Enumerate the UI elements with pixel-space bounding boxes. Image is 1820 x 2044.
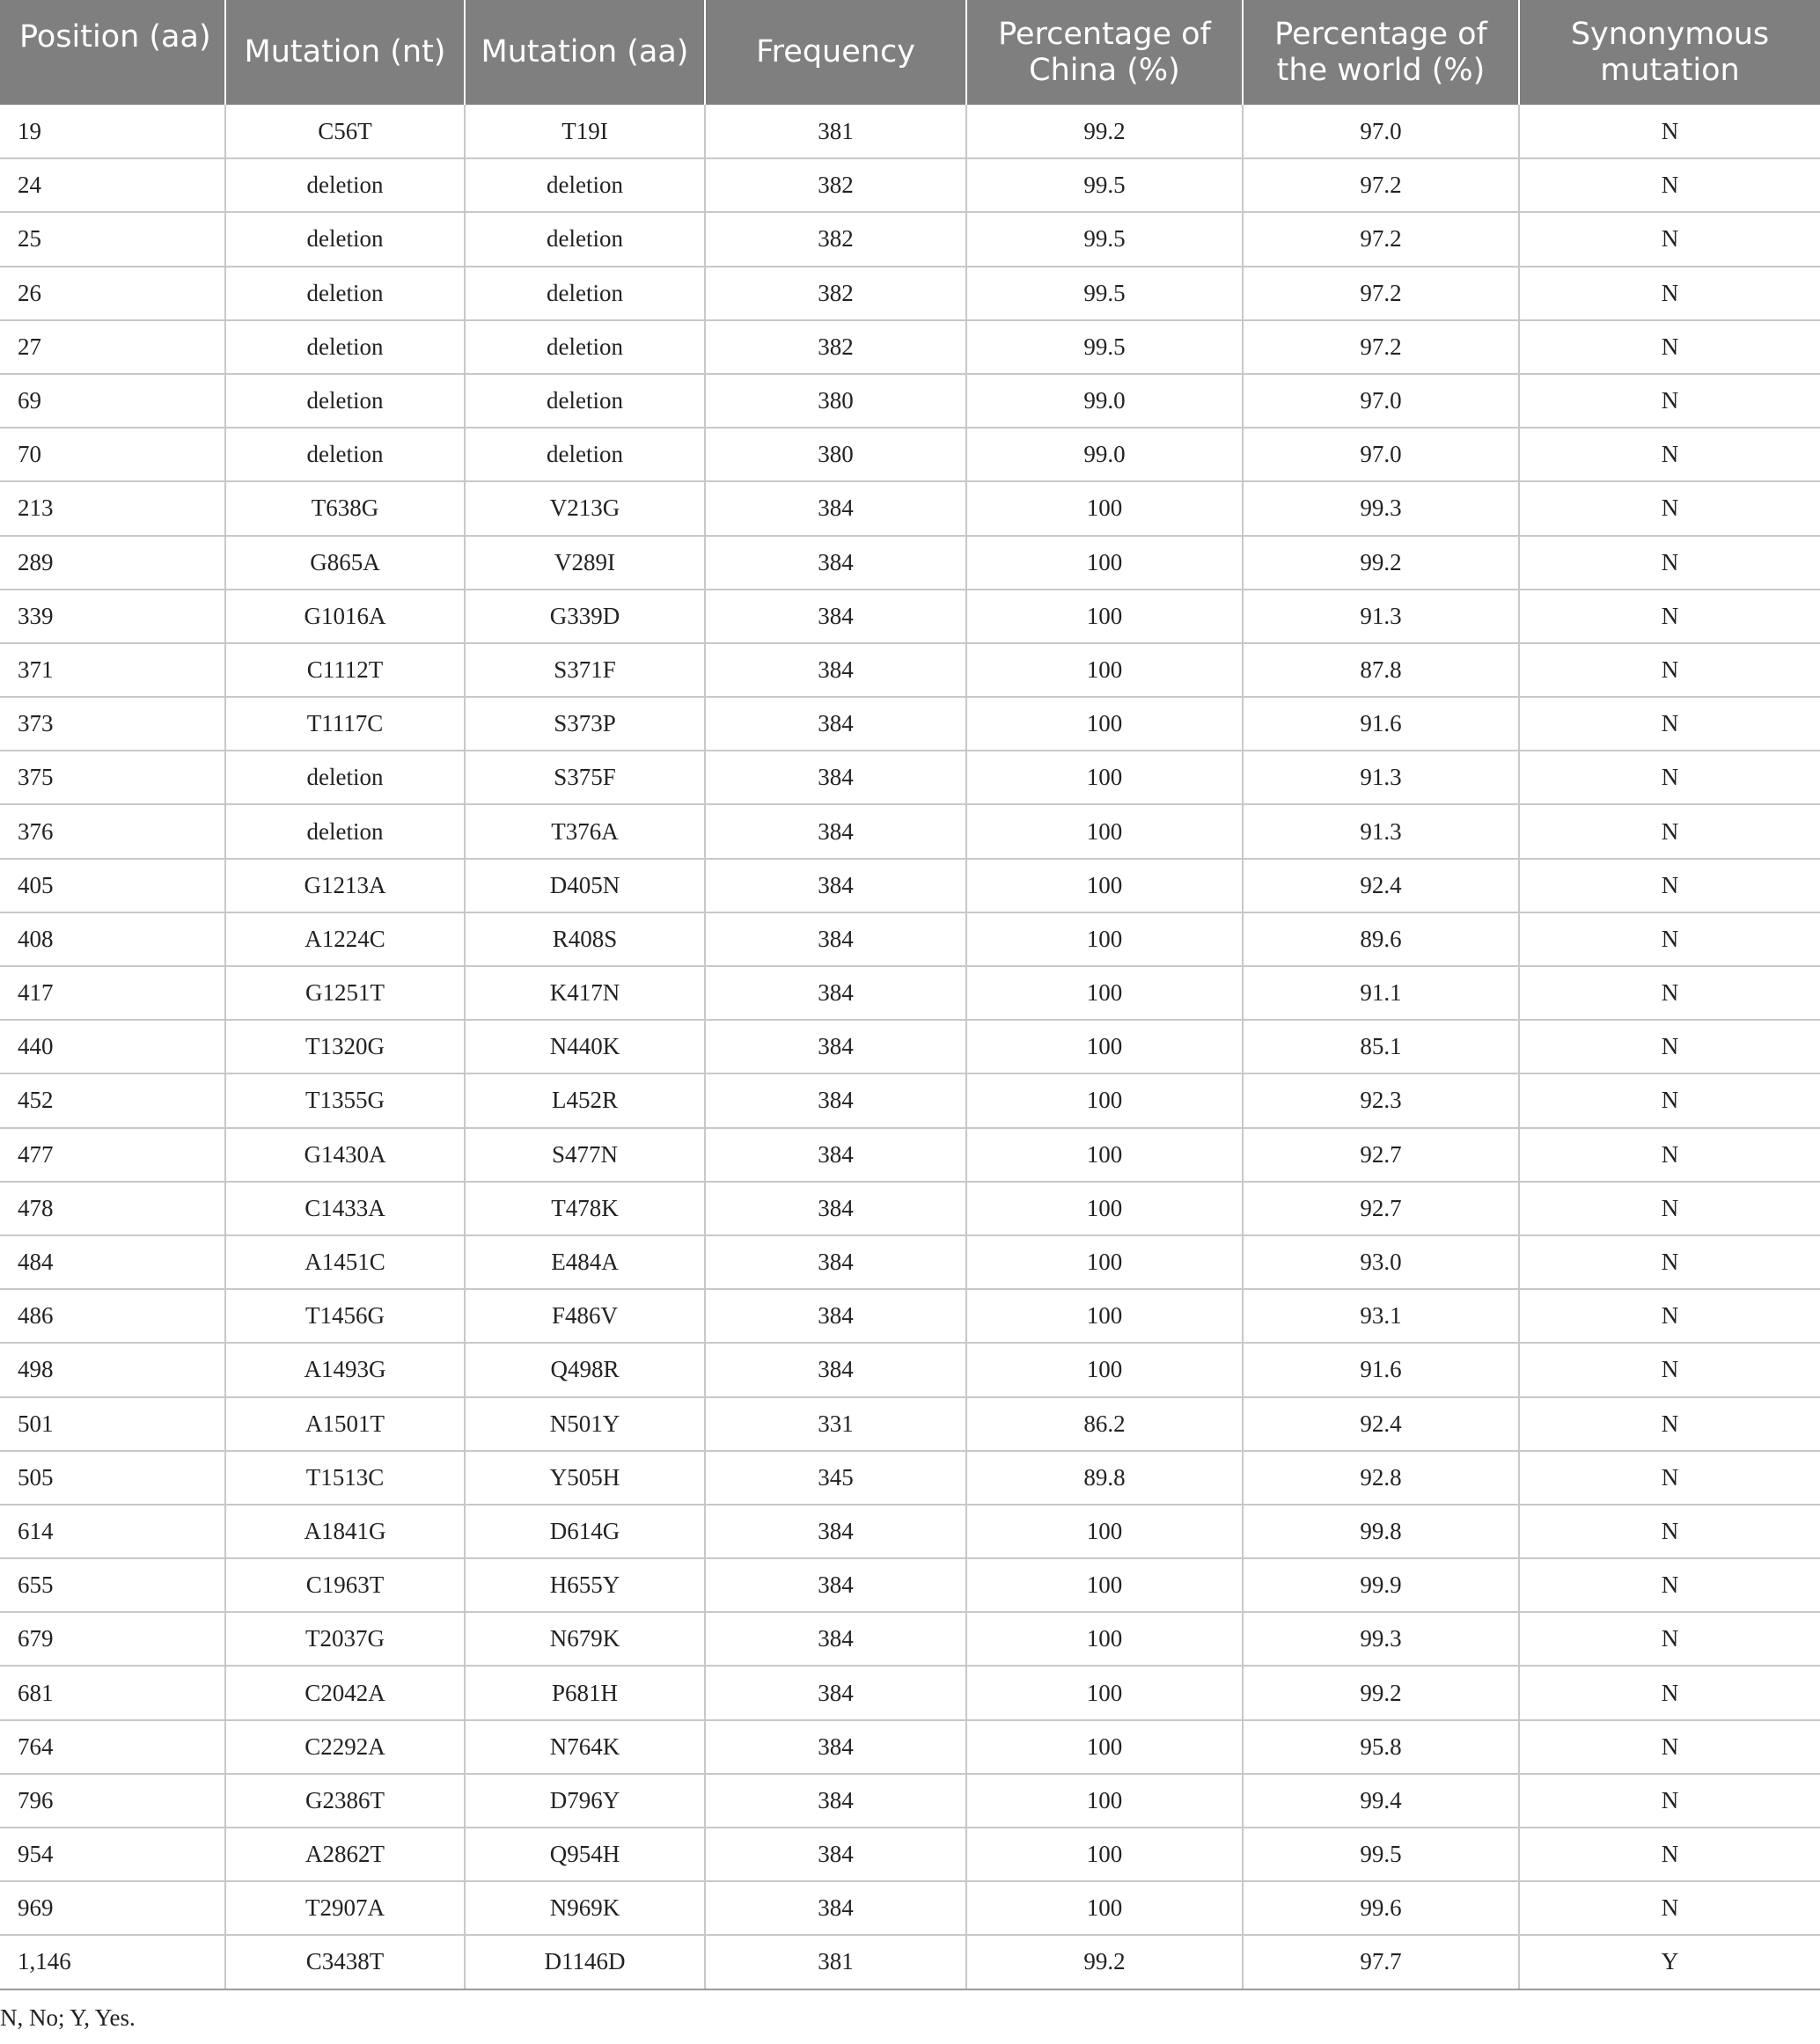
header-mutation-aa: Mutation (aa)	[465, 0, 705, 105]
cell-frequency: 384	[705, 1612, 966, 1666]
cell-mutation-aa: deletion	[465, 428, 705, 481]
table-row	[0, 1720, 1820, 1774]
cell-synonymous: N	[1519, 1612, 1820, 1666]
cell-mutation-aa: Q954H	[465, 1828, 705, 1881]
cell-mutation-nt: deletion	[225, 428, 465, 481]
cell-synonymous: N	[1519, 1720, 1820, 1774]
cell-percentage-china: 89.8	[966, 1451, 1243, 1505]
cell-percentage-world: 92.4	[1243, 1397, 1519, 1451]
cell-percentage-china: 100	[966, 1774, 1243, 1828]
cell-mutation-nt: A1501T	[225, 1397, 465, 1451]
cell-mutation-aa: deletion	[465, 374, 705, 428]
cell-percentage-china: 99.5	[966, 212, 1243, 266]
cell-frequency: 384	[705, 697, 966, 751]
cell-synonymous: N	[1519, 1073, 1820, 1127]
cell-mutation-aa: P681H	[465, 1666, 705, 1719]
cell-percentage-world: 91.1	[1243, 966, 1519, 1020]
cell-percentage-world: 97.2	[1243, 212, 1519, 266]
cell-frequency: 384	[705, 1073, 966, 1127]
cell-percentage-china: 100	[966, 1073, 1243, 1127]
cell-percentage-world: 87.8	[1243, 643, 1519, 697]
table-row	[0, 1020, 1820, 1073]
cell-mutation-aa: L452R	[465, 1073, 705, 1127]
cell-percentage-world: 92.7	[1243, 1182, 1519, 1235]
cell-synonymous: N	[1519, 1558, 1820, 1612]
cell-position: 681	[0, 1666, 225, 1719]
cell-percentage-world: 93.0	[1243, 1235, 1519, 1289]
table-row	[0, 859, 1820, 912]
cell-position: 452	[0, 1073, 225, 1127]
cell-synonymous: N	[1519, 536, 1820, 590]
table-row	[0, 158, 1820, 212]
cell-synonymous: N	[1519, 912, 1820, 966]
cell-position: 27	[0, 320, 225, 374]
cell-percentage-china: 100	[966, 966, 1243, 1020]
cell-mutation-nt: deletion	[225, 804, 465, 858]
cell-mutation-aa: deletion	[465, 158, 705, 212]
table-row	[0, 536, 1820, 590]
cell-frequency: 384	[705, 1558, 966, 1612]
cell-percentage-world: 99.8	[1243, 1505, 1519, 1558]
cell-synonymous: N	[1519, 697, 1820, 751]
cell-percentage-china: 99.0	[966, 428, 1243, 481]
cell-position: 375	[0, 751, 225, 804]
cell-synonymous: N	[1519, 1128, 1820, 1182]
cell-synonymous: N	[1519, 751, 1820, 804]
cell-position: 478	[0, 1182, 225, 1235]
cell-percentage-china: 100	[966, 1666, 1243, 1719]
cell-synonymous: N	[1519, 105, 1820, 158]
cell-percentage-china: 99.2	[966, 1935, 1243, 1989]
cell-mutation-nt: T1456G	[225, 1289, 465, 1343]
table-body	[0, 105, 1820, 1989]
cell-mutation-nt: deletion	[225, 751, 465, 804]
cell-mutation-aa: Q498R	[465, 1343, 705, 1396]
cell-percentage-world: 99.2	[1243, 536, 1519, 590]
table-row	[0, 267, 1820, 320]
cell-frequency: 384	[705, 804, 966, 858]
table-row	[0, 1774, 1820, 1828]
cell-synonymous: N	[1519, 1397, 1820, 1451]
cell-mutation-nt: C1963T	[225, 1558, 465, 1612]
cell-percentage-china: 100	[966, 1828, 1243, 1881]
cell-mutation-nt: T1355G	[225, 1073, 465, 1127]
cell-frequency: 381	[705, 105, 966, 158]
cell-percentage-world: 95.8	[1243, 1720, 1519, 1774]
cell-position: 25	[0, 212, 225, 266]
cell-percentage-world: 97.2	[1243, 320, 1519, 374]
table-row	[0, 1073, 1820, 1127]
cell-frequency: 384	[705, 590, 966, 643]
cell-position: 764	[0, 1720, 225, 1774]
cell-mutation-nt: C2042A	[225, 1666, 465, 1719]
cell-mutation-nt: T1117C	[225, 697, 465, 751]
cell-position: 213	[0, 481, 225, 535]
cell-percentage-china: 99.5	[966, 267, 1243, 320]
cell-frequency: 382	[705, 320, 966, 374]
cell-mutation-aa: R408S	[465, 912, 705, 966]
table-row	[0, 1881, 1820, 1935]
cell-mutation-nt: G1016A	[225, 590, 465, 643]
cell-position: 1,146	[0, 1935, 225, 1989]
cell-frequency: 384	[705, 1828, 966, 1881]
cell-position: 477	[0, 1128, 225, 1182]
cell-mutation-aa: N440K	[465, 1020, 705, 1073]
cell-percentage-china: 100	[966, 536, 1243, 590]
cell-percentage-china: 100	[966, 1612, 1243, 1666]
cell-synonymous: N	[1519, 804, 1820, 858]
cell-mutation-nt: T638G	[225, 481, 465, 535]
cell-frequency: 384	[705, 1343, 966, 1396]
cell-mutation-aa: Y505H	[465, 1451, 705, 1505]
table-row	[0, 1505, 1820, 1558]
cell-percentage-world: 97.0	[1243, 428, 1519, 481]
cell-mutation-aa: N764K	[465, 1720, 705, 1774]
cell-mutation-aa: T19I	[465, 105, 705, 158]
table-row	[0, 912, 1820, 966]
cell-percentage-world: 92.4	[1243, 859, 1519, 912]
cell-mutation-nt: T1513C	[225, 1451, 465, 1505]
cell-mutation-nt: G1430A	[225, 1128, 465, 1182]
cell-frequency: 384	[705, 1182, 966, 1235]
cell-mutation-aa: N679K	[465, 1612, 705, 1666]
cell-synonymous: N	[1519, 590, 1820, 643]
cell-synonymous: N	[1519, 428, 1820, 481]
cell-percentage-world: 99.5	[1243, 1828, 1519, 1881]
cell-synonymous: N	[1519, 481, 1820, 535]
cell-position: 417	[0, 966, 225, 1020]
cell-mutation-nt: G1251T	[225, 966, 465, 1020]
table-row	[0, 1451, 1820, 1505]
table-row	[0, 428, 1820, 481]
cell-percentage-world: 99.9	[1243, 1558, 1519, 1612]
cell-position: 19	[0, 105, 225, 158]
cell-mutation-nt: deletion	[225, 267, 465, 320]
cell-percentage-china: 100	[966, 1343, 1243, 1396]
cell-frequency: 384	[705, 1289, 966, 1343]
cell-synonymous: N	[1519, 1182, 1820, 1235]
cell-position: 376	[0, 804, 225, 858]
cell-percentage-world: 91.3	[1243, 751, 1519, 804]
cell-mutation-nt: T2907A	[225, 1881, 465, 1935]
cell-frequency: 384	[705, 1881, 966, 1935]
cell-frequency: 384	[705, 536, 966, 590]
cell-percentage-china: 99.5	[966, 320, 1243, 374]
cell-mutation-aa: E484A	[465, 1235, 705, 1289]
cell-percentage-china: 100	[966, 1505, 1243, 1558]
cell-position: 505	[0, 1451, 225, 1505]
table-row	[0, 1128, 1820, 1182]
table-row	[0, 1397, 1820, 1451]
cell-mutation-nt: A1841G	[225, 1505, 465, 1558]
table-row	[0, 590, 1820, 643]
cell-synonymous: N	[1519, 1828, 1820, 1881]
cell-percentage-world: 97.0	[1243, 374, 1519, 428]
table-row	[0, 966, 1820, 1020]
cell-frequency: 384	[705, 1720, 966, 1774]
cell-mutation-aa: deletion	[465, 267, 705, 320]
cell-mutation-nt: C3438T	[225, 1935, 465, 1989]
header-percentage-world: Percentage of the world (%)	[1243, 0, 1519, 105]
cell-frequency: 384	[705, 966, 966, 1020]
cell-mutation-aa: G339D	[465, 590, 705, 643]
cell-position: 408	[0, 912, 225, 966]
cell-mutation-nt: A1451C	[225, 1235, 465, 1289]
cell-percentage-china: 100	[966, 804, 1243, 858]
cell-percentage-world: 99.2	[1243, 1666, 1519, 1719]
cell-mutation-nt: deletion	[225, 320, 465, 374]
cell-mutation-nt: G2386T	[225, 1774, 465, 1828]
table-row	[0, 320, 1820, 374]
cell-percentage-china: 99.5	[966, 158, 1243, 212]
cell-position: 69	[0, 374, 225, 428]
cell-frequency: 384	[705, 1020, 966, 1073]
cell-mutation-aa: D1146D	[465, 1935, 705, 1989]
cell-frequency: 381	[705, 1935, 966, 1989]
cell-mutation-aa: H655Y	[465, 1558, 705, 1612]
table-row	[0, 751, 1820, 804]
cell-percentage-world: 99.3	[1243, 481, 1519, 535]
table-row	[0, 1235, 1820, 1289]
cell-position: 679	[0, 1612, 225, 1666]
cell-percentage-world: 97.2	[1243, 267, 1519, 320]
cell-synonymous: N	[1519, 1343, 1820, 1396]
cell-percentage-china: 100	[966, 1720, 1243, 1774]
cell-mutation-aa: K417N	[465, 966, 705, 1020]
cell-mutation-nt: deletion	[225, 158, 465, 212]
cell-frequency: 380	[705, 374, 966, 428]
cell-percentage-world: 92.3	[1243, 1073, 1519, 1127]
table-row	[0, 105, 1820, 158]
cell-position: 498	[0, 1343, 225, 1396]
cell-percentage-china: 100	[966, 1235, 1243, 1289]
cell-position: 796	[0, 1774, 225, 1828]
cell-synonymous: N	[1519, 1020, 1820, 1073]
cell-mutation-aa: F486V	[465, 1289, 705, 1343]
table-row	[0, 1666, 1820, 1719]
cell-mutation-nt: A1493G	[225, 1343, 465, 1396]
cell-mutation-aa: T478K	[465, 1182, 705, 1235]
cell-mutation-aa: S373P	[465, 697, 705, 751]
cell-frequency: 384	[705, 859, 966, 912]
cell-position: 969	[0, 1881, 225, 1935]
cell-position: 373	[0, 697, 225, 751]
cell-mutation-nt: C2292A	[225, 1720, 465, 1774]
cell-percentage-world: 91.6	[1243, 1343, 1519, 1396]
cell-synonymous: N	[1519, 1774, 1820, 1828]
cell-mutation-aa: S371F	[465, 643, 705, 697]
cell-percentage-china: 100	[966, 481, 1243, 535]
header-mutation-nt: Mutation (nt)	[225, 0, 465, 105]
cell-position: 26	[0, 267, 225, 320]
cell-percentage-world: 91.6	[1243, 697, 1519, 751]
cell-mutation-nt: deletion	[225, 374, 465, 428]
cell-percentage-world: 92.7	[1243, 1128, 1519, 1182]
cell-mutation-aa: S477N	[465, 1128, 705, 1182]
cell-percentage-world: 97.2	[1243, 158, 1519, 212]
cell-mutation-nt: G865A	[225, 536, 465, 590]
cell-percentage-world: 99.4	[1243, 1774, 1519, 1828]
cell-synonymous: N	[1519, 1289, 1820, 1343]
cell-percentage-china: 100	[966, 697, 1243, 751]
table-row	[0, 1558, 1820, 1612]
cell-frequency: 345	[705, 1451, 966, 1505]
cell-mutation-aa: V289I	[465, 536, 705, 590]
cell-frequency: 384	[705, 1128, 966, 1182]
cell-synonymous: N	[1519, 320, 1820, 374]
cell-frequency: 384	[705, 1666, 966, 1719]
cell-percentage-china: 100	[966, 912, 1243, 966]
cell-frequency: 382	[705, 158, 966, 212]
cell-synonymous: N	[1519, 1451, 1820, 1505]
header-frequency: Frequency	[705, 0, 966, 105]
cell-position: 289	[0, 536, 225, 590]
cell-percentage-china: 100	[966, 643, 1243, 697]
cell-percentage-world: 91.3	[1243, 804, 1519, 858]
table-row	[0, 481, 1820, 535]
cell-position: 501	[0, 1397, 225, 1451]
table-row	[0, 374, 1820, 428]
cell-position: 371	[0, 643, 225, 697]
table-row	[0, 643, 1820, 697]
cell-frequency: 384	[705, 1505, 966, 1558]
cell-percentage-world: 97.7	[1243, 1935, 1519, 1989]
cell-position: 339	[0, 590, 225, 643]
cell-synonymous: Y	[1519, 1935, 1820, 1989]
cell-percentage-china: 86.2	[966, 1397, 1243, 1451]
cell-mutation-aa: N969K	[465, 1881, 705, 1935]
cell-frequency: 384	[705, 751, 966, 804]
cell-position: 70	[0, 428, 225, 481]
table-row	[0, 804, 1820, 858]
cell-percentage-world: 89.6	[1243, 912, 1519, 966]
cell-mutation-nt: A2862T	[225, 1828, 465, 1881]
cell-synonymous: N	[1519, 966, 1820, 1020]
cell-mutation-nt: T2037G	[225, 1612, 465, 1666]
cell-frequency: 384	[705, 481, 966, 535]
cell-percentage-china: 100	[966, 1558, 1243, 1612]
cell-mutation-aa: D405N	[465, 859, 705, 912]
cell-position: 24	[0, 158, 225, 212]
cell-frequency: 384	[705, 1774, 966, 1828]
cell-synonymous: N	[1519, 1666, 1820, 1719]
header-synonymous: Synonymous mutation	[1519, 0, 1820, 105]
cell-mutation-aa: S375F	[465, 751, 705, 804]
cell-synonymous: N	[1519, 1505, 1820, 1558]
cell-percentage-china: 99.2	[966, 105, 1243, 158]
cell-synonymous: N	[1519, 267, 1820, 320]
table-row	[0, 697, 1820, 751]
cell-position: 440	[0, 1020, 225, 1073]
cell-mutation-aa: deletion	[465, 320, 705, 374]
cell-percentage-china: 100	[966, 1289, 1243, 1343]
cell-percentage-world: 97.0	[1243, 105, 1519, 158]
cell-percentage-china: 100	[966, 590, 1243, 643]
cell-mutation-nt: G1213A	[225, 859, 465, 912]
cell-synonymous: N	[1519, 859, 1820, 912]
cell-frequency: 331	[705, 1397, 966, 1451]
table-row	[0, 1182, 1820, 1235]
cell-synonymous: N	[1519, 158, 1820, 212]
cell-percentage-world: 92.8	[1243, 1451, 1519, 1505]
cell-frequency: 384	[705, 912, 966, 966]
cell-mutation-nt: C1433A	[225, 1182, 465, 1235]
table-row	[0, 1828, 1820, 1881]
table-row	[0, 212, 1820, 266]
cell-percentage-world: 99.6	[1243, 1881, 1519, 1935]
cell-position: 954	[0, 1828, 225, 1881]
cell-frequency: 382	[705, 267, 966, 320]
cell-position: 614	[0, 1505, 225, 1558]
header-position: Position (aa)	[0, 0, 225, 105]
cell-position: 655	[0, 1558, 225, 1612]
cell-mutation-nt: deletion	[225, 212, 465, 266]
cell-mutation-aa: D796Y	[465, 1774, 705, 1828]
cell-position: 405	[0, 859, 225, 912]
cell-synonymous: N	[1519, 1235, 1820, 1289]
cell-percentage-world: 93.1	[1243, 1289, 1519, 1343]
cell-position: 486	[0, 1289, 225, 1343]
cell-percentage-china: 100	[966, 751, 1243, 804]
cell-frequency: 382	[705, 212, 966, 266]
cell-synonymous: N	[1519, 643, 1820, 697]
table-row	[0, 1343, 1820, 1396]
cell-synonymous: N	[1519, 374, 1820, 428]
cell-percentage-china: 100	[966, 859, 1243, 912]
cell-mutation-aa: N501Y	[465, 1397, 705, 1451]
table-row	[0, 1935, 1820, 1989]
cell-frequency: 380	[705, 428, 966, 481]
cell-mutation-nt: T1320G	[225, 1020, 465, 1073]
cell-percentage-china: 99.0	[966, 374, 1243, 428]
header-percentage-china: Percentage of China (%)	[966, 0, 1243, 105]
cell-mutation-nt: C56T	[225, 105, 465, 158]
table-row	[0, 1289, 1820, 1343]
header-row	[0, 0, 1820, 105]
cell-synonymous: N	[1519, 212, 1820, 266]
cell-percentage-world: 99.3	[1243, 1612, 1519, 1666]
cell-percentage-china: 100	[966, 1020, 1243, 1073]
table-row	[0, 1612, 1820, 1666]
cell-mutation-aa: V213G	[465, 481, 705, 535]
cell-frequency: 384	[705, 1235, 966, 1289]
cell-mutation-aa: T376A	[465, 804, 705, 858]
cell-position: 484	[0, 1235, 225, 1289]
cell-mutation-nt: A1224C	[225, 912, 465, 966]
cell-mutation-aa: deletion	[465, 212, 705, 266]
cell-mutation-nt: C1112T	[225, 643, 465, 697]
cell-frequency: 384	[705, 643, 966, 697]
table-footnote: N, No; Y, Yes.	[0, 2004, 136, 2031]
cell-percentage-china: 100	[966, 1128, 1243, 1182]
cell-mutation-aa: D614G	[465, 1505, 705, 1558]
cell-percentage-world: 85.1	[1243, 1020, 1519, 1073]
cell-percentage-china: 100	[966, 1881, 1243, 1935]
cell-percentage-world: 91.3	[1243, 590, 1519, 643]
cell-synonymous: N	[1519, 1881, 1820, 1935]
cell-percentage-china: 100	[966, 1182, 1243, 1235]
